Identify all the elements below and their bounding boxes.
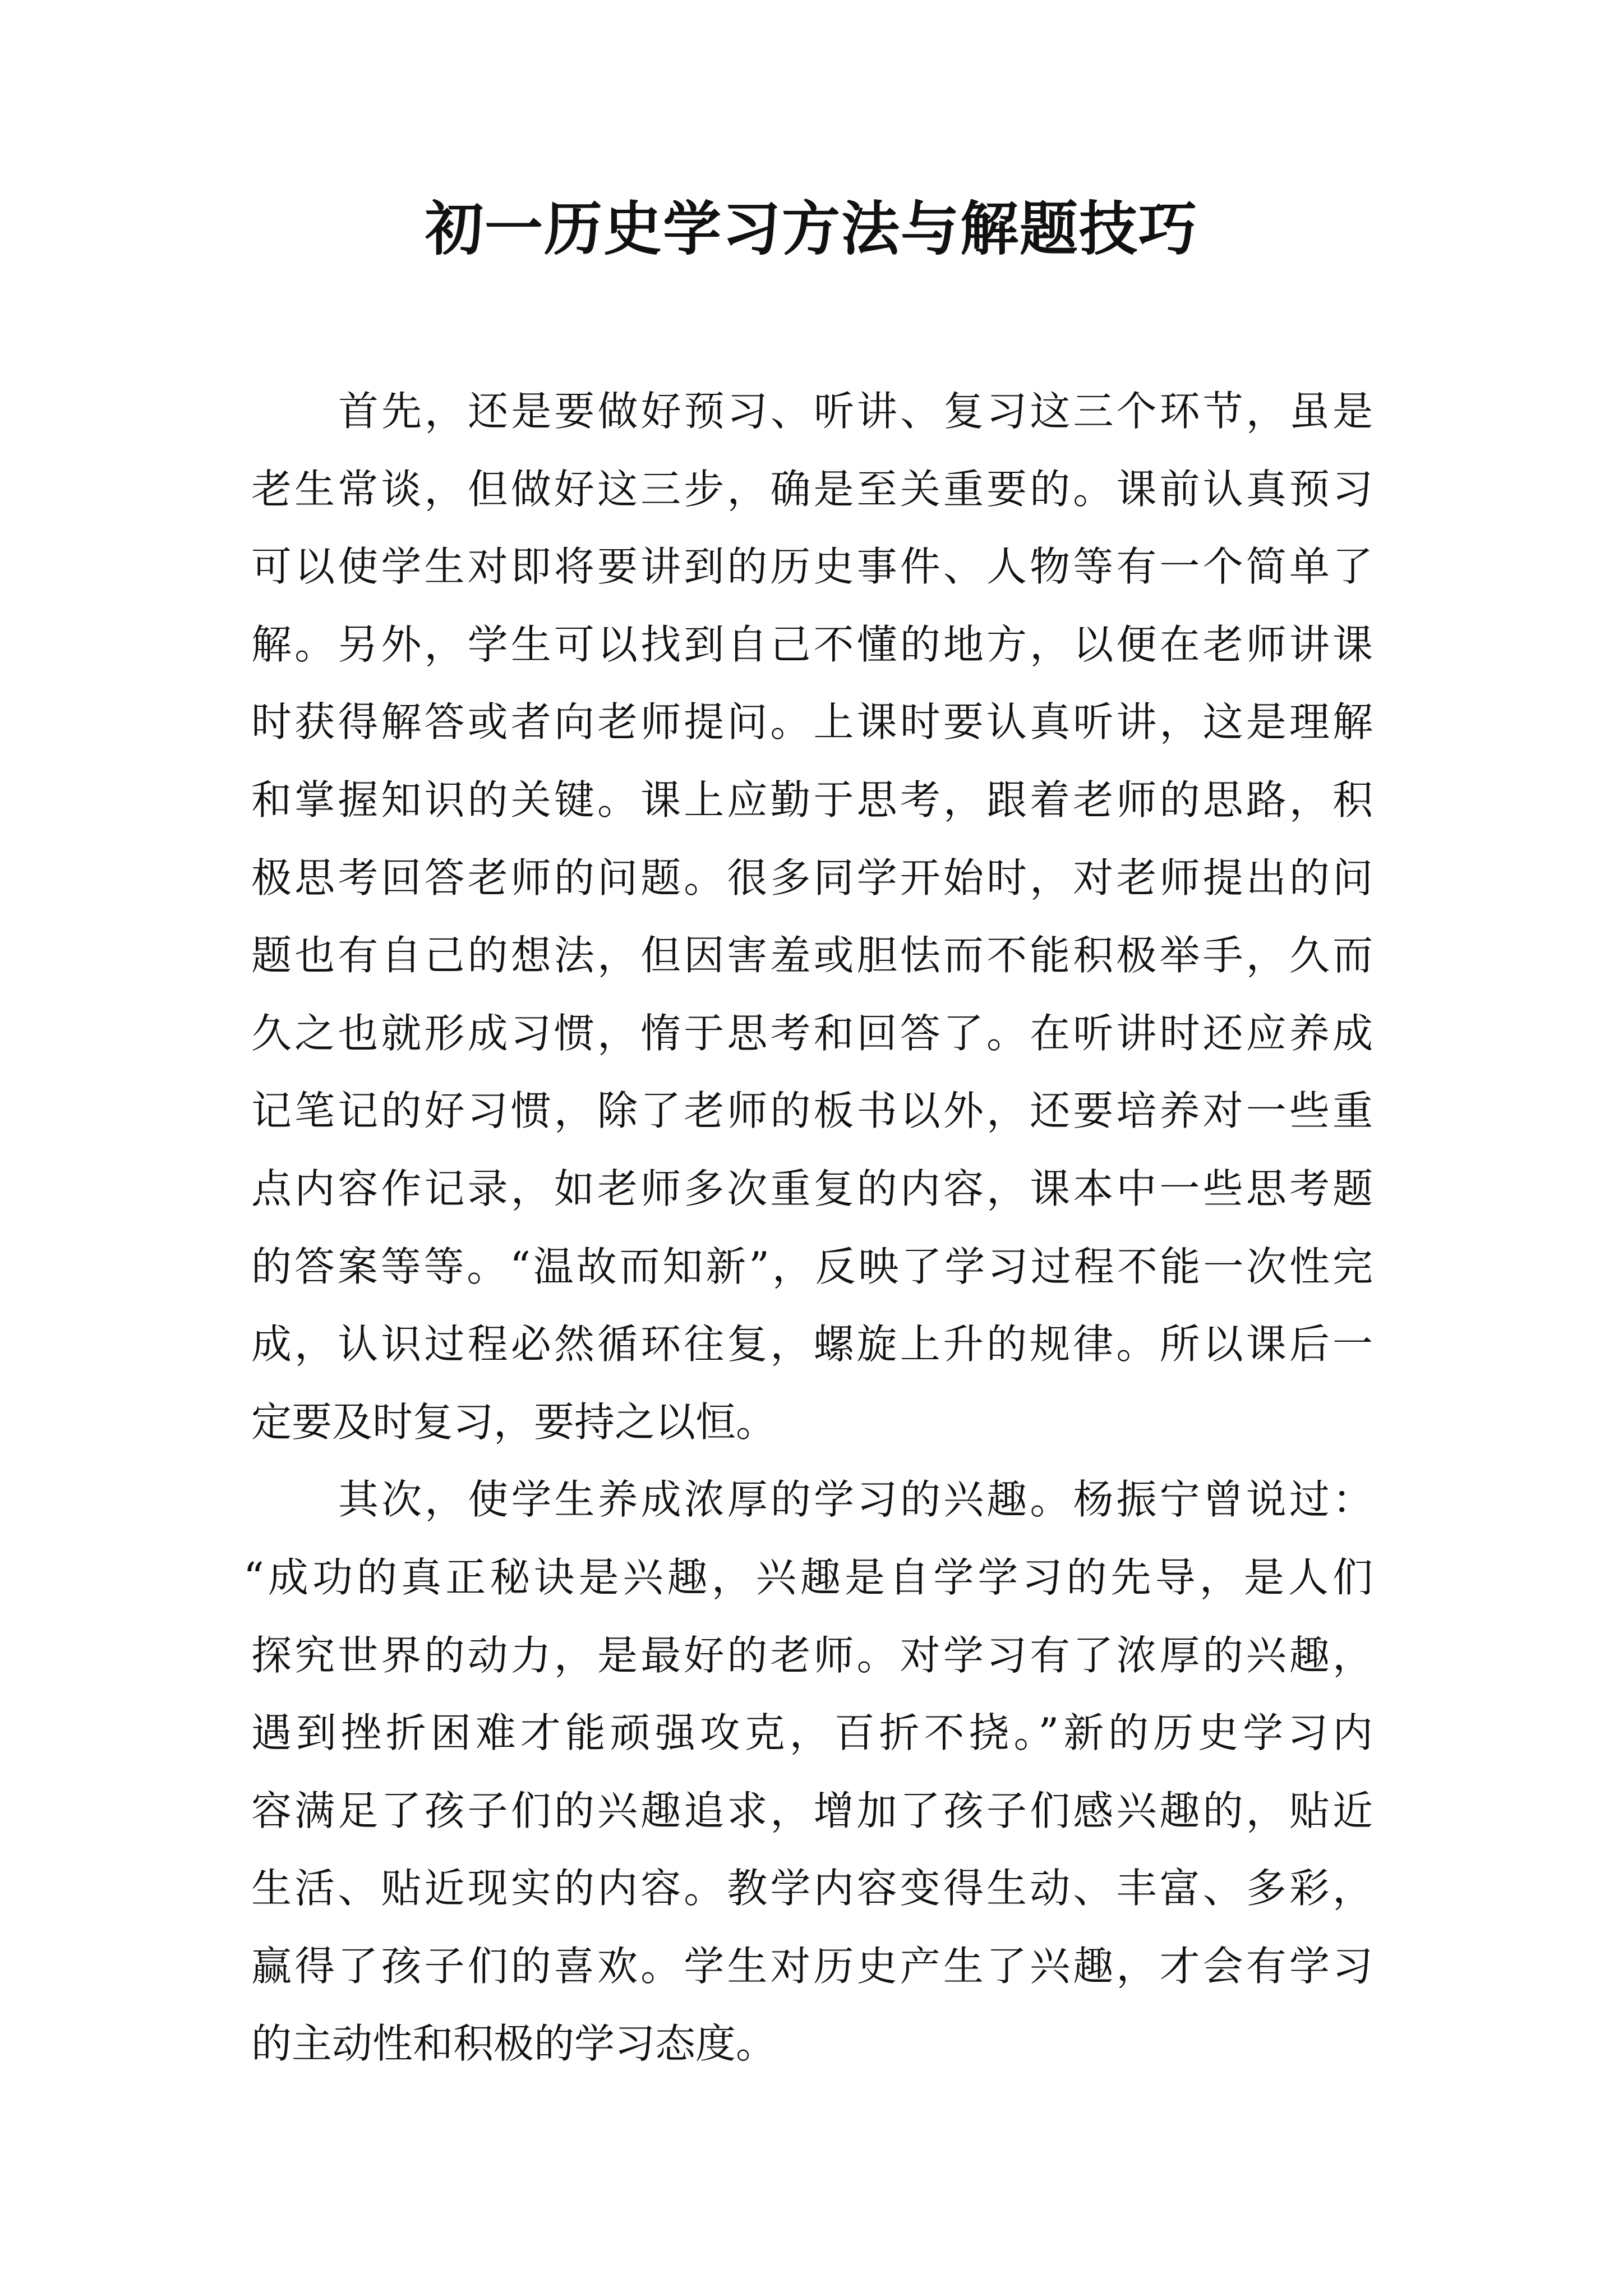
text-line: 解。另外，学生可以找到自己不懂的地方，以便在老师讲课: [251, 620, 1373, 668]
document-title: 初一历史学习方法与解题技巧: [425, 194, 1198, 263]
text-line: 生活、贴近现实的内容。教学内容变得生动、丰富、多彩，: [251, 1865, 1373, 1912]
text-line: 赢得了孩子们的喜欢。学生对历史产生了兴趣，才会有学习: [251, 1942, 1373, 1990]
text-line: 点内容作记录，如老师多次重复的内容，课本中一些思考题: [251, 1165, 1373, 1212]
text-line: 题也有自己的想法，但因害羞或胆怯而不能积极举手，久而: [251, 932, 1373, 979]
text-line: 首先，还是要做好预习、听讲、复习这三个环节，虽是: [338, 388, 1373, 435]
text-line: 的主动性和积极的学习态度。: [251, 2020, 777, 2068]
text-line: 久之也就形成习惯，惰于思考和回答了。在听讲时还应养成: [251, 1009, 1373, 1057]
text-line: 和掌握知识的关键。课上应勤于思考，跟着老师的思路，积: [251, 776, 1373, 823]
text-line: “成功的真正秘诀是兴趣，兴趣是自学学习的先导，是人们: [243, 1553, 1373, 1601]
text-line: 遇到挫折困难才能顽强攻克，百折不挠。”新的历史学习内: [251, 1709, 1373, 1757]
document-body: [243, 372, 1373, 2083]
text-line: 定要及时复习，要持之以恒。: [251, 1398, 777, 1446]
text-line: 记笔记的好习惯，除了老师的板书以外，还要培养对一些重: [251, 1087, 1373, 1135]
text-line: 成，认识过程必然循环往复，螺旋上升的规律。所以课后一: [251, 1320, 1373, 1368]
text-line: 的答案等等。“温故而知新”，反映了学习过程不能一次性完: [251, 1243, 1373, 1290]
text-line: 容满足了孩子们的兴趣追求，增加了孩子们感兴趣的，贴近: [251, 1787, 1373, 1834]
text-line: 探究世界的动力，是最好的老师。对学习有了浓厚的兴趣，: [251, 1631, 1373, 1679]
text-line: 老生常谈，但做好这三步，确是至关重要的。课前认真预习: [251, 465, 1373, 513]
paragraph-2: [243, 1461, 1373, 2083]
text-line: 可以使学生对即将要讲到的历史事件、人物等有一个简单了: [251, 543, 1373, 591]
text-line: 时获得解答或者向老师提问。上课时要认真听讲，这是理解: [251, 698, 1373, 746]
text-line: 其次，使学生养成浓厚的学习的兴趣。杨振宁曾说过：: [338, 1476, 1373, 1524]
text-line: 极思考回答老师的问题。很多同学开始时，对老师提出的问: [251, 854, 1373, 901]
paragraph-1: [251, 372, 1373, 1461]
